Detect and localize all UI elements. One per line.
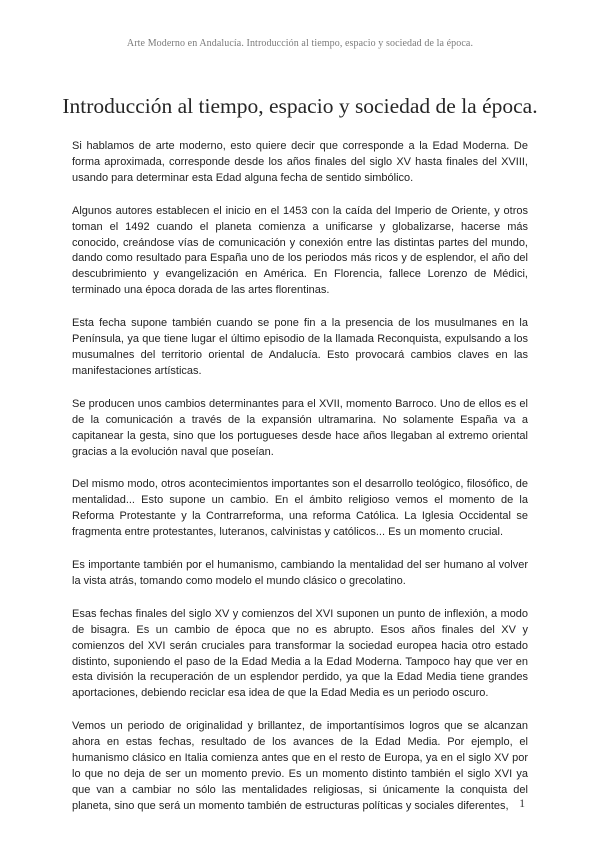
paragraph: Esas fechas finales del siglo XV y comienzos del XVI suponen un punto de inflexión, a modo de bisagra. Es un cambio de época que no es abrupto. Esos años finales del XV y comienzos del XVI serán cruciales para transformar la sociedad europea hacia otro estado distinto, suponiendo el paso de la Edad Media a la Edad Moderna. Tampoco hay que ver en esta división la recuperación de un esplendor perdido, ya que la Edad Media tiene grandes aportaciones, debiendo reciclar esa idea de que la Edad Media es un periodo oscuro. [72, 607, 528, 700]
paragraph: Se producen unos cambios determinantes para el XVII, momento Barroco. Uno de ellos es el de la comunicación a través de la expansión ultramarina. No solamente España va a capitanear la gesta, sino que los portugueses desde hace años llegaban al extremo oriental gracias a la evolución naval que poseían. [72, 397, 528, 458]
paragraph: Del mismo modo, otros acontecimientos importantes son el desarrollo teológico, filosófico, de mentalidad... Esto supone un cambio. En el ámbito religioso vemos el momento de la Reforma Protestante y la Contrarreforma, una reforma Católica. La Iglesia Occidental se fragmenta entre protestantes, luteranos, calvinistas y católicos... Es un momento crucial. [72, 478, 528, 539]
paragraph: Vemos un periodo de originalidad y brillantez, de importantísimos logros que se alcanzan ahora en estas fechas, resultado de los avances de la Edad Media. Por ejemplo, el humanismo clásico en Italia comienza antes que en el resto de Europa, ya en el siglo XV por lo que no deja de ser un momento previo. Es un momento distinto también el siglo XVI ya que van a cambiar no sólo las mentalidades religiosas, si únicamente la conquista del planeta, sino que será un momento también de estructuras políticas y sociales diferentes, [72, 720, 528, 812]
paragraph: Es importante también por el humanismo, cambiando la mentalidad del ser humano al volver la vista atrás, tomando como modelo el mundo clásico o grecolatino. [72, 559, 528, 587]
paragraph: Esta fecha supone también cuando se pone fin a la presencia de los musulmanes en la Península, ya que tiene lugar el último episodio de la llamada Reconquista, expulsando a los musumalnes del territorio oriental de Andalucía. Esto provocará cambios claves en las manifestaciones artísticas. [72, 317, 528, 377]
running-header: Arte Moderno en Andalucía. Introducción al tiempo, espacio y sociedad de la época. [126, 38, 474, 49]
paragraph: Si hablamos de arte moderno, esto quiere decir que corresponde a la Edad Moderna. De forma aproximada, corresponde desde los años finales del siglo XV hasta finales del XVIII, usando para determinar esta Edad alguna fecha de sentido simbólico. [72, 140, 528, 184]
body-text [72, 139, 528, 832]
paragraph: Algunos autores establecen el inicio en el 1453 con la caída del Imperio de Oriente, y otros toman el 1492 cuando el planeta comienza a unificarse y globalizarse, hacerse más conocido, creándose vías de comunicación y conexión entre las distintas partes del mundo, dando como resultado para España uno de los periodos más ricos y de esplendor, el año del descubrimiento y evangelización en América. En Florencia, fallece Lorenzo de Médici, terminado una época dorada de las artes florentinas. [72, 204, 528, 297]
page-number: 1 [519, 798, 525, 810]
page-title: Introducción al tiempo, espacio y sociedad de la época. [62, 94, 538, 118]
